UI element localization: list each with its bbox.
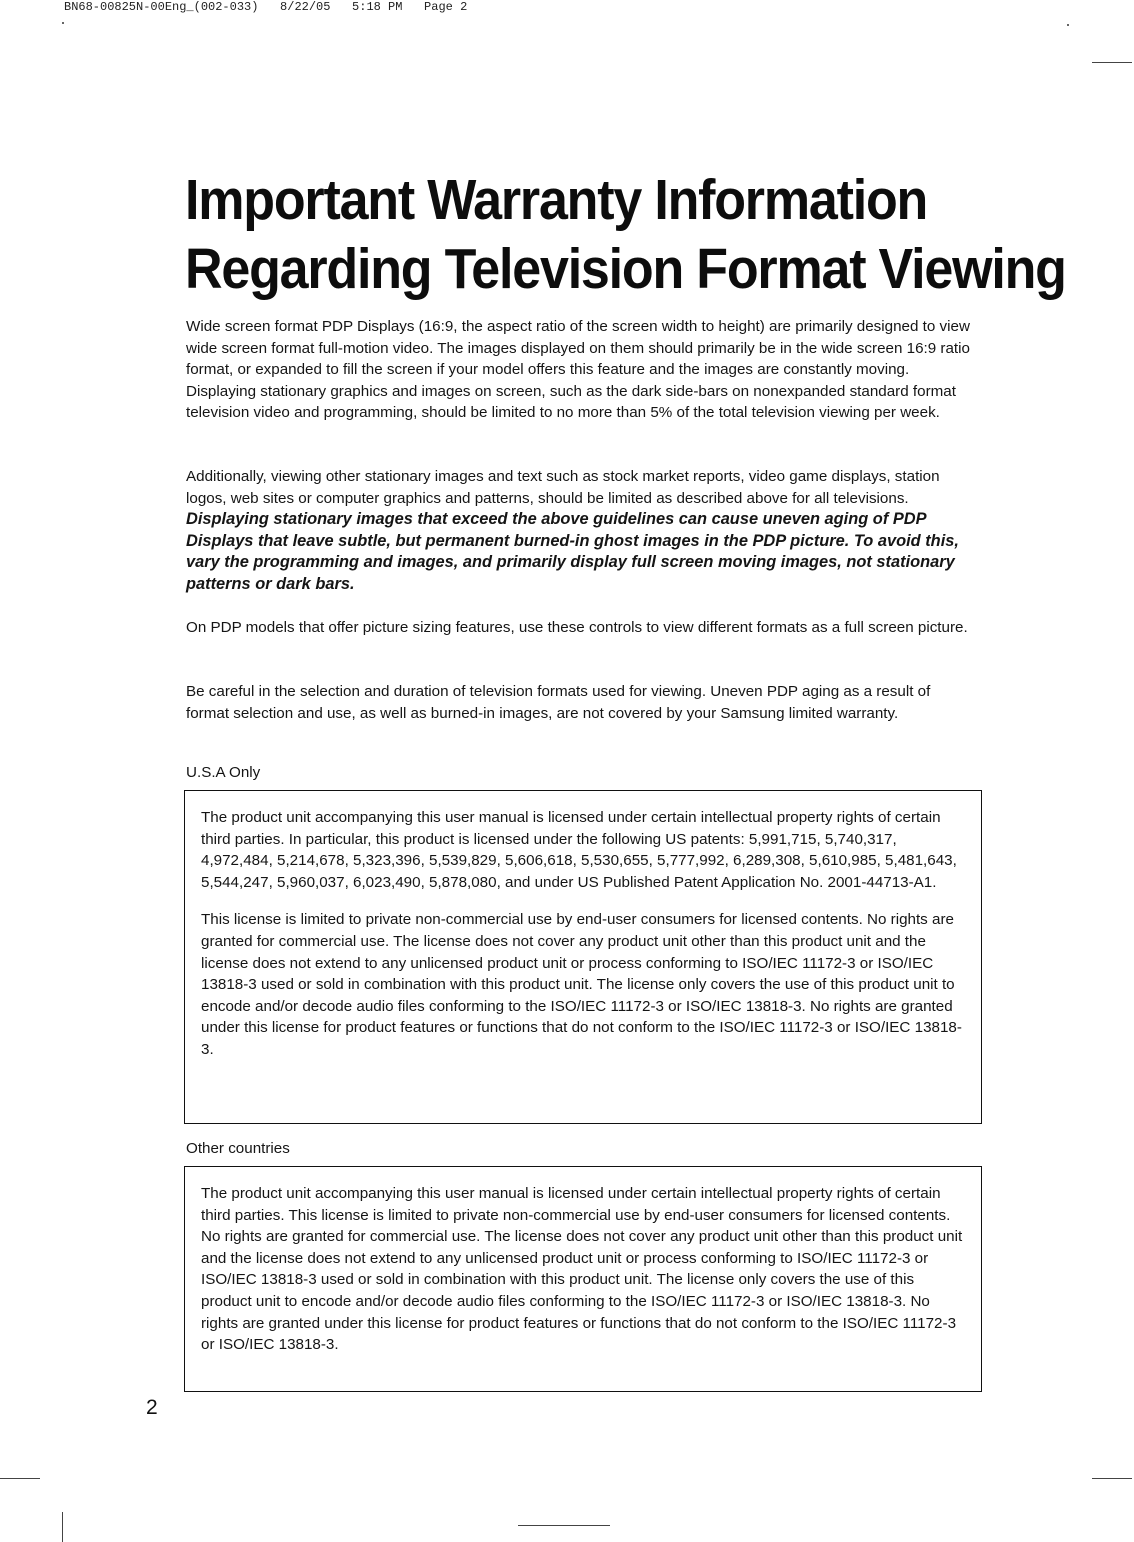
- registration-dot-top-left: [62, 22, 64, 24]
- paragraph-warranty-note: Be careful in the selection and duration of television formats used for viewing. Uneven PDP aging as a result of format selection and use, as well as burned-in images, are not covered by your Samsung limited warranty.: [186, 683, 931, 722]
- crop-mark-bottom-left: [0, 1478, 40, 1479]
- section-label-usa: U.S.A Only: [186, 764, 261, 781]
- license-usa-paragraph-2: This license is limited to private non-commercial use by end-user consumers for licensed contents. No rights are granted for commercial use. The license does not cover any product unit other than this product unit and the license does not extend to any unlicensed product unit or process conforming to ISO/IEC 11172-3 or ISO/IEC 13818-3 used or sold in combination with this product unit. The license only covers the use of this product unit to encode and/or decode audio files conforming to the ISO/IEC 11172-3 or ISO/IEC 13818-3. No rights are granted under this license for product features or functions that do not conform to the ISO/IEC 11172-3 or ISO/IEC 13818-3.: [201, 911, 962, 1058]
- paragraph-wide-screen: Wide screen format PDP Displays (16:9, the aspect ratio of the screen width to height) are primarily designed to view wide screen format full-motion video. The images displayed on them should primarily be in the wide screen 16:9 ratio format, or expanded to fill the screen if your model offers this feature and the images are constantly moving. Displaying stationary graphics and images on screen, such as the dark side-bars on nonexpanded standard format television video and programming, should be limited to no more than 5% of the total television viewing per week.: [186, 318, 970, 422]
- license-box-usa: [184, 790, 982, 1124]
- paragraph-stationary-images: [186, 466, 976, 596]
- license-box-other-countries: [184, 1166, 982, 1392]
- crop-mark-bottom-left-vertical: [62, 1512, 63, 1542]
- registration-dot-top-right: [1067, 24, 1069, 26]
- crop-mark-bottom-right: [1092, 1478, 1132, 1479]
- page-title-line-2: Regarding Television Format Viewing: [185, 238, 1066, 301]
- license-usa-paragraph-1: The product unit accompanying this user manual is licensed under certain intellectual property rights of certain third parties. In particular, this product is licensed under the following US patents: 5,991,715, 5,740,317, 4,972,484, 5,214,678, 5,323,396, 5,539,829, 5,606,618, 5,530,655, 5,777,992, 6,289,308, 5,610,985, 5,481,643, 5,544,247, 5,960,037, 6,023,490, 5,878,080, and under US Published Patent Application No. 2001-44713-A1.: [201, 809, 957, 891]
- crop-mark-bottom-center: [518, 1525, 610, 1526]
- paragraph-picture-sizing: On PDP models that offer picture sizing features, use these controls to view different formats as a full screen picture.: [186, 619, 968, 636]
- paragraph-stationary-warning: Displaying stationary images that exceed the above guidelines can cause uneven aging of PDP Displays that leave subtle, but permanent burned-in ghost images in the PDP picture. To avoid this, vary the programming and images, and primarily display full screen moving images, not stationary patterns or dark bars.: [186, 510, 959, 593]
- license-other-paragraph-1: The product unit accompanying this user manual is licensed under certain intellectual property rights of certain third parties. This license is limited to private non-commercial use by end-user consumers for licensed contents. No rights are granted for commercial use. The license does not cover any product unit other than this product unit and the license does not extend to any unlicensed product unit or process conforming to ISO/IEC 11172-3 or ISO/IEC 13818-3 used or sold in combination with this product unit. The license only covers the use of this product unit to encode and/or decode audio files conforming to the ISO/IEC 11172-3 or ISO/IEC 13818-3. No rights are granted under this license for product features or functions that do not conform to the ISO/IEC 11172-3 or ISO/IEC 13818-3.: [201, 1185, 963, 1354]
- paragraph-stationary-plain: Additionally, viewing other stationary images and text such as stock market reports, video game displays, station logos, web sites or computer graphics and patterns, should be limited as described above for all televisions.: [186, 468, 940, 507]
- page-title-line-1: Important Warranty Information: [185, 169, 928, 232]
- page-title: [185, 166, 1066, 304]
- crop-mark-top-right: [1092, 62, 1132, 63]
- page-number: 2: [146, 1396, 158, 1419]
- print-slug: BN68-00825N-00Eng_(002-033) 8/22/05 5:18 PM Page 2: [64, 0, 468, 14]
- section-label-other-countries: Other countries: [186, 1140, 290, 1157]
